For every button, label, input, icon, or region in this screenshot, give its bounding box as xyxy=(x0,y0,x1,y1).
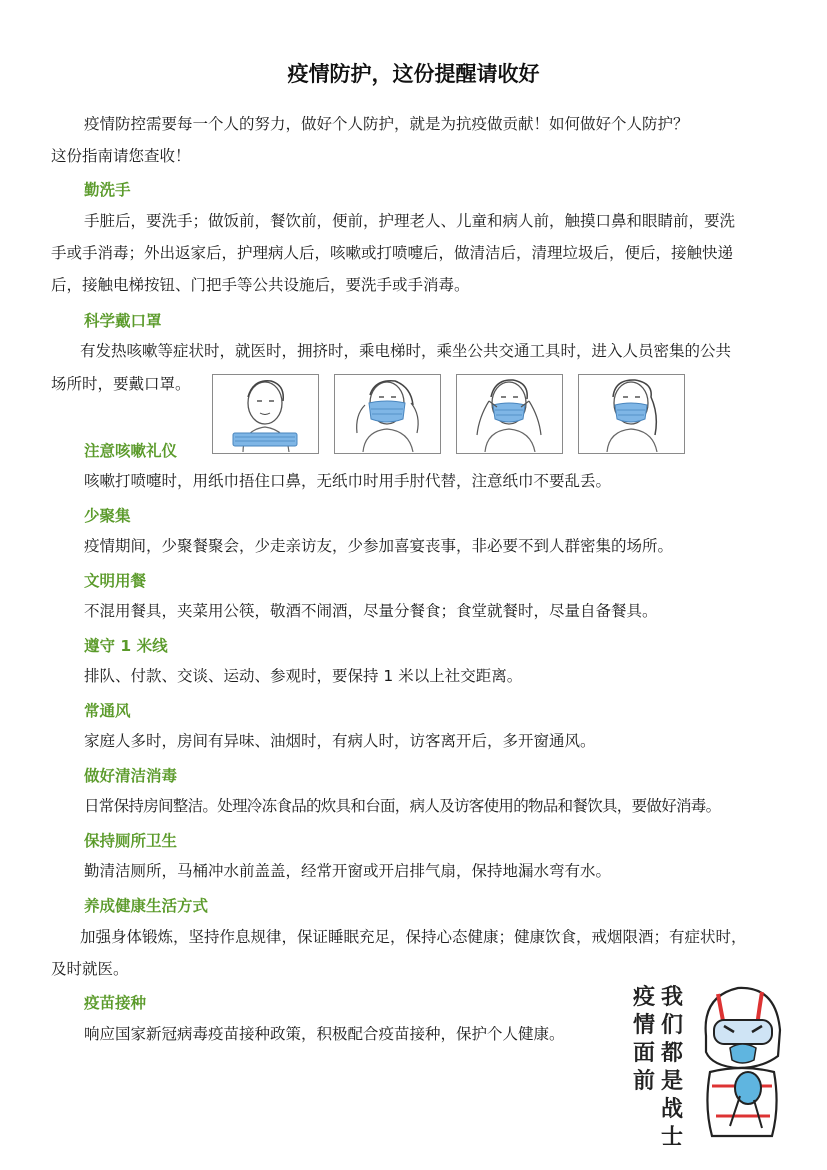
fighter-sticker xyxy=(630,976,790,1150)
wear-mask-line-2: 场所时，要戴口罩。 xyxy=(51,375,191,393)
sticker-char: 疫 xyxy=(632,985,655,1010)
heading-wear-mask: 科学戴口罩 xyxy=(84,312,162,330)
heading-civil-dining: 文明用餐 xyxy=(84,572,147,590)
one-meter-line-1: 排队、付款、交谈、运动、参观时，要保持 1 米以上社交距离。 xyxy=(84,667,523,685)
mask-steps-illustration xyxy=(212,374,685,454)
sticker-char: 士 xyxy=(660,1125,683,1150)
heading-ventilation: 常通风 xyxy=(84,702,131,720)
heading-avoid-gathering: 少聚集 xyxy=(84,507,131,525)
healthy-lifestyle-line-2: 及时就医。 xyxy=(51,960,129,978)
heading-vaccination: 疫苗接种 xyxy=(84,994,147,1012)
wash-hands-line-1: 手脏后，要洗手；做饭前，餐饮前，便前，护理老人、儿童和病人前，触摸口鼻和眼睛前，要洗 xyxy=(84,212,736,230)
sticker-char: 都 xyxy=(660,1041,683,1066)
sticker-char: 前 xyxy=(632,1069,655,1094)
sticker-char: 情 xyxy=(632,1013,655,1038)
avoid-gathering-line-1: 疫情期间，少聚餐聚会，少走亲访友，少参加喜宴丧事，非必要不到人群密集的场所。 xyxy=(84,537,674,555)
intro-line-1: 疫情防控需要每一个人的努力，做好个人防护，就是为抗疫做贡献！如何做好个人防护？ xyxy=(84,115,689,133)
wear-mask-line-1: 有发热咳嗽等症状时，就医时，拥挤时，乘电梯时，乘坐公共交通工具时，进入人员密集的公共 xyxy=(80,342,732,360)
page-title: 疫情防护，这份提醒请收好 xyxy=(287,62,540,86)
sticker-char: 我 xyxy=(660,985,683,1010)
healthy-lifestyle-line-1: 加强身体锻炼，坚持作息规律，保证睡眠充足，保持心态健康；健康饮食，戒烟限酒；有症状时， xyxy=(80,928,747,946)
heading-healthy-lifestyle: 养成健康生活方式 xyxy=(84,897,209,915)
vaccination-line-1: 响应国家新冠病毒疫苗接种政策，积极配合疫苗接种，保护个人健康。 xyxy=(84,1025,565,1043)
heading-one-meter: 遵守 1 米线 xyxy=(84,637,168,655)
mask-step-4-image xyxy=(578,374,685,454)
sticker-char: 们 xyxy=(660,1013,683,1038)
civil-dining-line-1: 不混用餐具，夹菜用公筷，敬酒不闹酒，尽量分餐食；食堂就餐时，尽量自备餐具。 xyxy=(84,602,658,620)
mask-step-1-image xyxy=(212,374,319,454)
heading-toilet-hygiene: 保持厕所卫生 xyxy=(84,832,178,850)
clean-disinfect-line-1: 日常保持房间整洁。处理冷冻食品的炊具和台面，病人及访客使用的物品和餐饮具，要做好消毒。 xyxy=(84,797,721,815)
toilet-hygiene-line-1: 勤清洁厕所，马桶冲水前盖盖，经常开窗或开启排气扇，保持地漏水弯有水。 xyxy=(84,862,612,880)
heading-cough-etiquette: 注意咳嗽礼仪 xyxy=(84,442,178,460)
heading-clean-disinfect: 做好清洁消毒 xyxy=(84,767,178,785)
sticker-char: 战 xyxy=(660,1097,683,1122)
sticker-char: 是 xyxy=(660,1069,683,1094)
mask-step-2-image xyxy=(334,374,441,454)
cough-etiquette-line-1: 咳嗽打喷嚏时，用纸巾捂住口鼻，无纸巾时用手肘代替，注意纸巾不要乱丢。 xyxy=(84,472,612,490)
intro-line-2: 这份指南请您查收！ xyxy=(51,147,191,165)
hazmat-fighter-illustration xyxy=(692,976,790,1141)
mask-step-3-image xyxy=(456,374,563,454)
wash-hands-line-3: 后，接触电梯按钮、门把手等公共设施后，要洗手或手消毒。 xyxy=(51,276,470,294)
sticker-char: 面 xyxy=(632,1041,655,1066)
wash-hands-line-2: 手或手消毒；外出返家后，护理病人后，咳嗽或打喷嚏后，做清洁后，清理垃圾后，便后，接触快递 xyxy=(51,244,734,262)
heading-wash-hands: 勤洗手 xyxy=(84,181,131,199)
ventilation-line-1: 家庭人多时，房间有异味、油烟时，有病人时，访客离开后，多开窗通风。 xyxy=(84,732,596,750)
